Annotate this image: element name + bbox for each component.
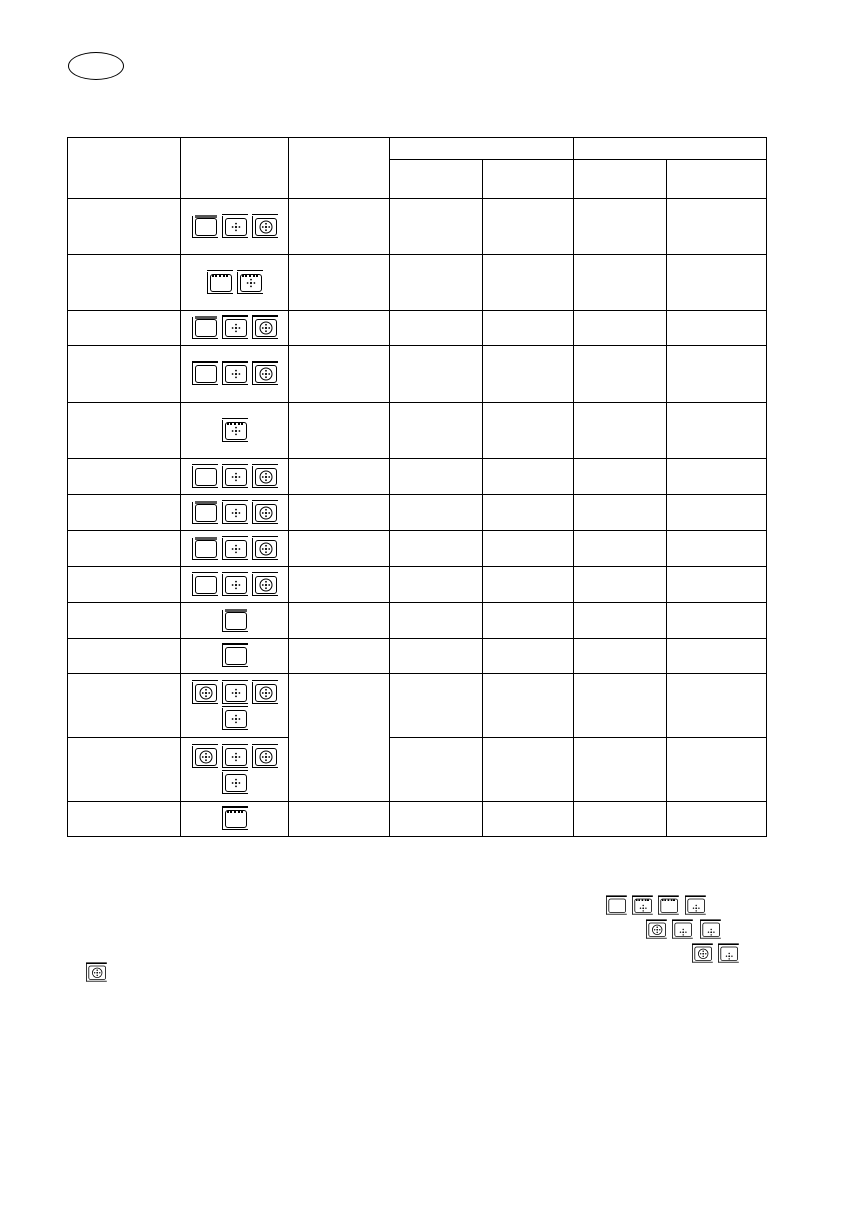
mode-cell: [181, 603, 289, 639]
mode-cell: [181, 459, 289, 495]
table-row: [68, 403, 767, 459]
value-cell: [574, 567, 667, 603]
value-cell: [667, 802, 767, 837]
fan-ring-mode-icon: [86, 964, 107, 982]
value-cell: [483, 567, 574, 603]
value-cell: [390, 311, 483, 346]
mode-cell: [181, 802, 289, 837]
grill-fan-mode-icon: [237, 272, 263, 294]
temperature-cell: [289, 495, 390, 531]
value-cell: [667, 346, 767, 403]
table-row: [68, 255, 767, 311]
value-cell: [390, 603, 483, 639]
table-row: [68, 674, 767, 738]
dish-cell: [68, 495, 181, 531]
header-cell-3: [289, 138, 390, 199]
value-cell: [667, 311, 767, 346]
fan-mode-icon: [672, 921, 693, 939]
value-cell: [574, 738, 667, 802]
fan-mode-icon: [222, 708, 248, 730]
top-line-mode-icon: [606, 897, 627, 915]
value-cell: [483, 346, 574, 403]
header-cell-2: [181, 138, 289, 199]
value-cell: [574, 346, 667, 403]
value-cell: [667, 674, 767, 738]
mode-icons: [181, 315, 288, 341]
value-cell: [667, 603, 767, 639]
value-cell: [390, 674, 483, 738]
value-cell: [483, 403, 574, 459]
value-cell: [390, 531, 483, 567]
value-cell: [483, 674, 574, 738]
fan-mode-icon: [222, 746, 248, 768]
fan-mode-icon: [222, 772, 248, 794]
dish-cell: [68, 802, 181, 837]
grill-fan-mode-icon: [222, 420, 248, 442]
value-cell: [390, 346, 483, 403]
sub-header-2: [483, 160, 574, 199]
fan-mode-icon: [222, 466, 248, 488]
top-bottom-mode-icon: [192, 317, 218, 339]
fan-mode-icon: [222, 317, 248, 339]
fan-ring-mode-icon: [252, 317, 278, 339]
value-cell: [574, 802, 667, 837]
table-row: [68, 311, 767, 346]
fan-ring-mode-icon: [692, 945, 713, 963]
value-cell: [390, 199, 483, 255]
value-cell: [390, 639, 483, 674]
dish-cell: [68, 639, 181, 674]
dish-cell: [68, 255, 181, 311]
mode-cell: [181, 738, 289, 802]
value-cell: [574, 199, 667, 255]
mode-icons: [181, 744, 288, 796]
cooking-table: [67, 137, 767, 837]
value-cell: [483, 459, 574, 495]
mode-icons: [181, 418, 288, 444]
table-row: [68, 495, 767, 531]
temperature-cell: [289, 255, 390, 311]
fan-ring-mode-icon: [646, 921, 667, 939]
value-cell: [667, 199, 767, 255]
header-group-2: [574, 138, 767, 160]
dish-cell: [68, 674, 181, 738]
mode-icons: [181, 572, 288, 598]
mode-icons: [181, 500, 288, 526]
temperature-cell: [289, 674, 390, 802]
dish-cell: [68, 199, 181, 255]
dish-cell: [68, 403, 181, 459]
mode-icons: [181, 680, 288, 732]
fan-ring-mode-icon: [192, 682, 218, 704]
table-row: [68, 199, 767, 255]
top-line-mode-icon: [222, 645, 248, 667]
temperature-cell: [289, 802, 390, 837]
value-cell: [390, 738, 483, 802]
mode-icons: [181, 806, 288, 832]
value-cell: [483, 603, 574, 639]
dish-cell: [68, 459, 181, 495]
mode-icons: [181, 270, 288, 296]
grill-mode-icon: [207, 272, 233, 294]
fan-mode-icon: [222, 574, 248, 596]
top-line-mode-icon: [192, 574, 218, 596]
value-cell: [574, 255, 667, 311]
value-cell: [574, 674, 667, 738]
page-marker-ellipse: [68, 52, 124, 80]
value-cell: [483, 802, 574, 837]
table-row: [68, 346, 767, 403]
value-cell: [667, 738, 767, 802]
mode-cell: [181, 495, 289, 531]
table-row: [68, 603, 767, 639]
fan-mode-icon: [222, 502, 248, 524]
grill-mode-icon: [658, 897, 679, 915]
mode-cell: [181, 346, 289, 403]
mode-cell: [181, 311, 289, 346]
mode-icons: [181, 643, 288, 669]
value-cell: [390, 459, 483, 495]
fan-ring-mode-icon: [252, 682, 278, 704]
fan-mode-icon: [222, 363, 248, 385]
dish-cell: [68, 346, 181, 403]
table-row: [68, 802, 767, 837]
value-cell: [574, 495, 667, 531]
value-cell: [574, 311, 667, 346]
table-body: [68, 199, 767, 837]
value-cell: [390, 495, 483, 531]
value-cell: [483, 495, 574, 531]
temperature-cell: [289, 311, 390, 346]
dish-cell: [68, 531, 181, 567]
value-cell: [574, 603, 667, 639]
value-cell: [667, 403, 767, 459]
top-bottom-mode-icon: [192, 502, 218, 524]
value-cell: [667, 567, 767, 603]
mode-cell: [181, 403, 289, 459]
mode-cell: [181, 199, 289, 255]
dish-cell: [68, 567, 181, 603]
mode-icons: [181, 214, 288, 240]
dish-cell: [68, 603, 181, 639]
fan-mode-icon: [685, 897, 706, 915]
value-cell: [574, 403, 667, 459]
value-cell: [390, 802, 483, 837]
value-cell: [483, 531, 574, 567]
sub-header-4: [667, 160, 767, 199]
grill-fan-mode-icon: [632, 897, 653, 915]
mode-cell: [181, 531, 289, 567]
mode-cell: [181, 674, 289, 738]
temperature-cell: [289, 459, 390, 495]
top-bottom-mode-icon: [192, 216, 218, 238]
value-cell: [667, 495, 767, 531]
temperature-cell: [289, 567, 390, 603]
mode-cell: [181, 567, 289, 603]
fan-mode-icon: [222, 538, 248, 560]
value-cell: [390, 567, 483, 603]
top-line-mode-icon: [192, 363, 218, 385]
temperature-cell: [289, 639, 390, 674]
table-row: [68, 639, 767, 674]
top-line-mode-icon: [192, 466, 218, 488]
fan-ring-mode-icon: [192, 746, 218, 768]
fan-ring-mode-icon: [252, 538, 278, 560]
dish-cell: [68, 311, 181, 346]
value-cell: [667, 531, 767, 567]
table-row: [68, 738, 767, 802]
value-cell: [667, 639, 767, 674]
top-bottom-mode-icon: [222, 610, 248, 632]
mode-icons: [181, 361, 288, 387]
value-cell: [667, 255, 767, 311]
top-bottom-mode-icon: [192, 538, 218, 560]
fan-ring-mode-icon: [252, 574, 278, 596]
mode-icons: [181, 536, 288, 562]
temperature-cell: [289, 403, 390, 459]
mode-cell: [181, 639, 289, 674]
dish-cell: [68, 738, 181, 802]
sub-header-3: [574, 160, 667, 199]
mode-cell: [181, 255, 289, 311]
value-cell: [574, 639, 667, 674]
value-cell: [483, 738, 574, 802]
value-cell: [483, 255, 574, 311]
fan-mode-icon: [222, 216, 248, 238]
value-cell: [574, 459, 667, 495]
table-row: [68, 459, 767, 495]
temperature-cell: [289, 531, 390, 567]
value-cell: [483, 199, 574, 255]
temperature-cell: [289, 199, 390, 255]
sub-header-1: [390, 160, 483, 199]
fan-ring-mode-icon: [252, 746, 278, 768]
fan-ring-mode-icon: [252, 216, 278, 238]
fan-mode-icon: [700, 921, 721, 939]
value-cell: [574, 531, 667, 567]
grill-mode-icon: [222, 808, 248, 830]
value-cell: [390, 255, 483, 311]
value-cell: [667, 459, 767, 495]
fan-mode-icon: [222, 682, 248, 704]
temperature-cell: [289, 603, 390, 639]
table-row: [68, 531, 767, 567]
header-cell-1: [68, 138, 181, 199]
value-cell: [483, 311, 574, 346]
fan-mode-icon: [718, 945, 739, 963]
value-cell: [390, 403, 483, 459]
table-row: [68, 567, 767, 603]
fan-ring-mode-icon: [252, 502, 278, 524]
mode-icons: [181, 608, 288, 634]
temperature-cell: [289, 346, 390, 403]
mode-icons: [181, 464, 288, 490]
fan-ring-mode-icon: [252, 466, 278, 488]
fan-ring-mode-icon: [252, 363, 278, 385]
value-cell: [483, 639, 574, 674]
header-group-1: [390, 138, 574, 160]
